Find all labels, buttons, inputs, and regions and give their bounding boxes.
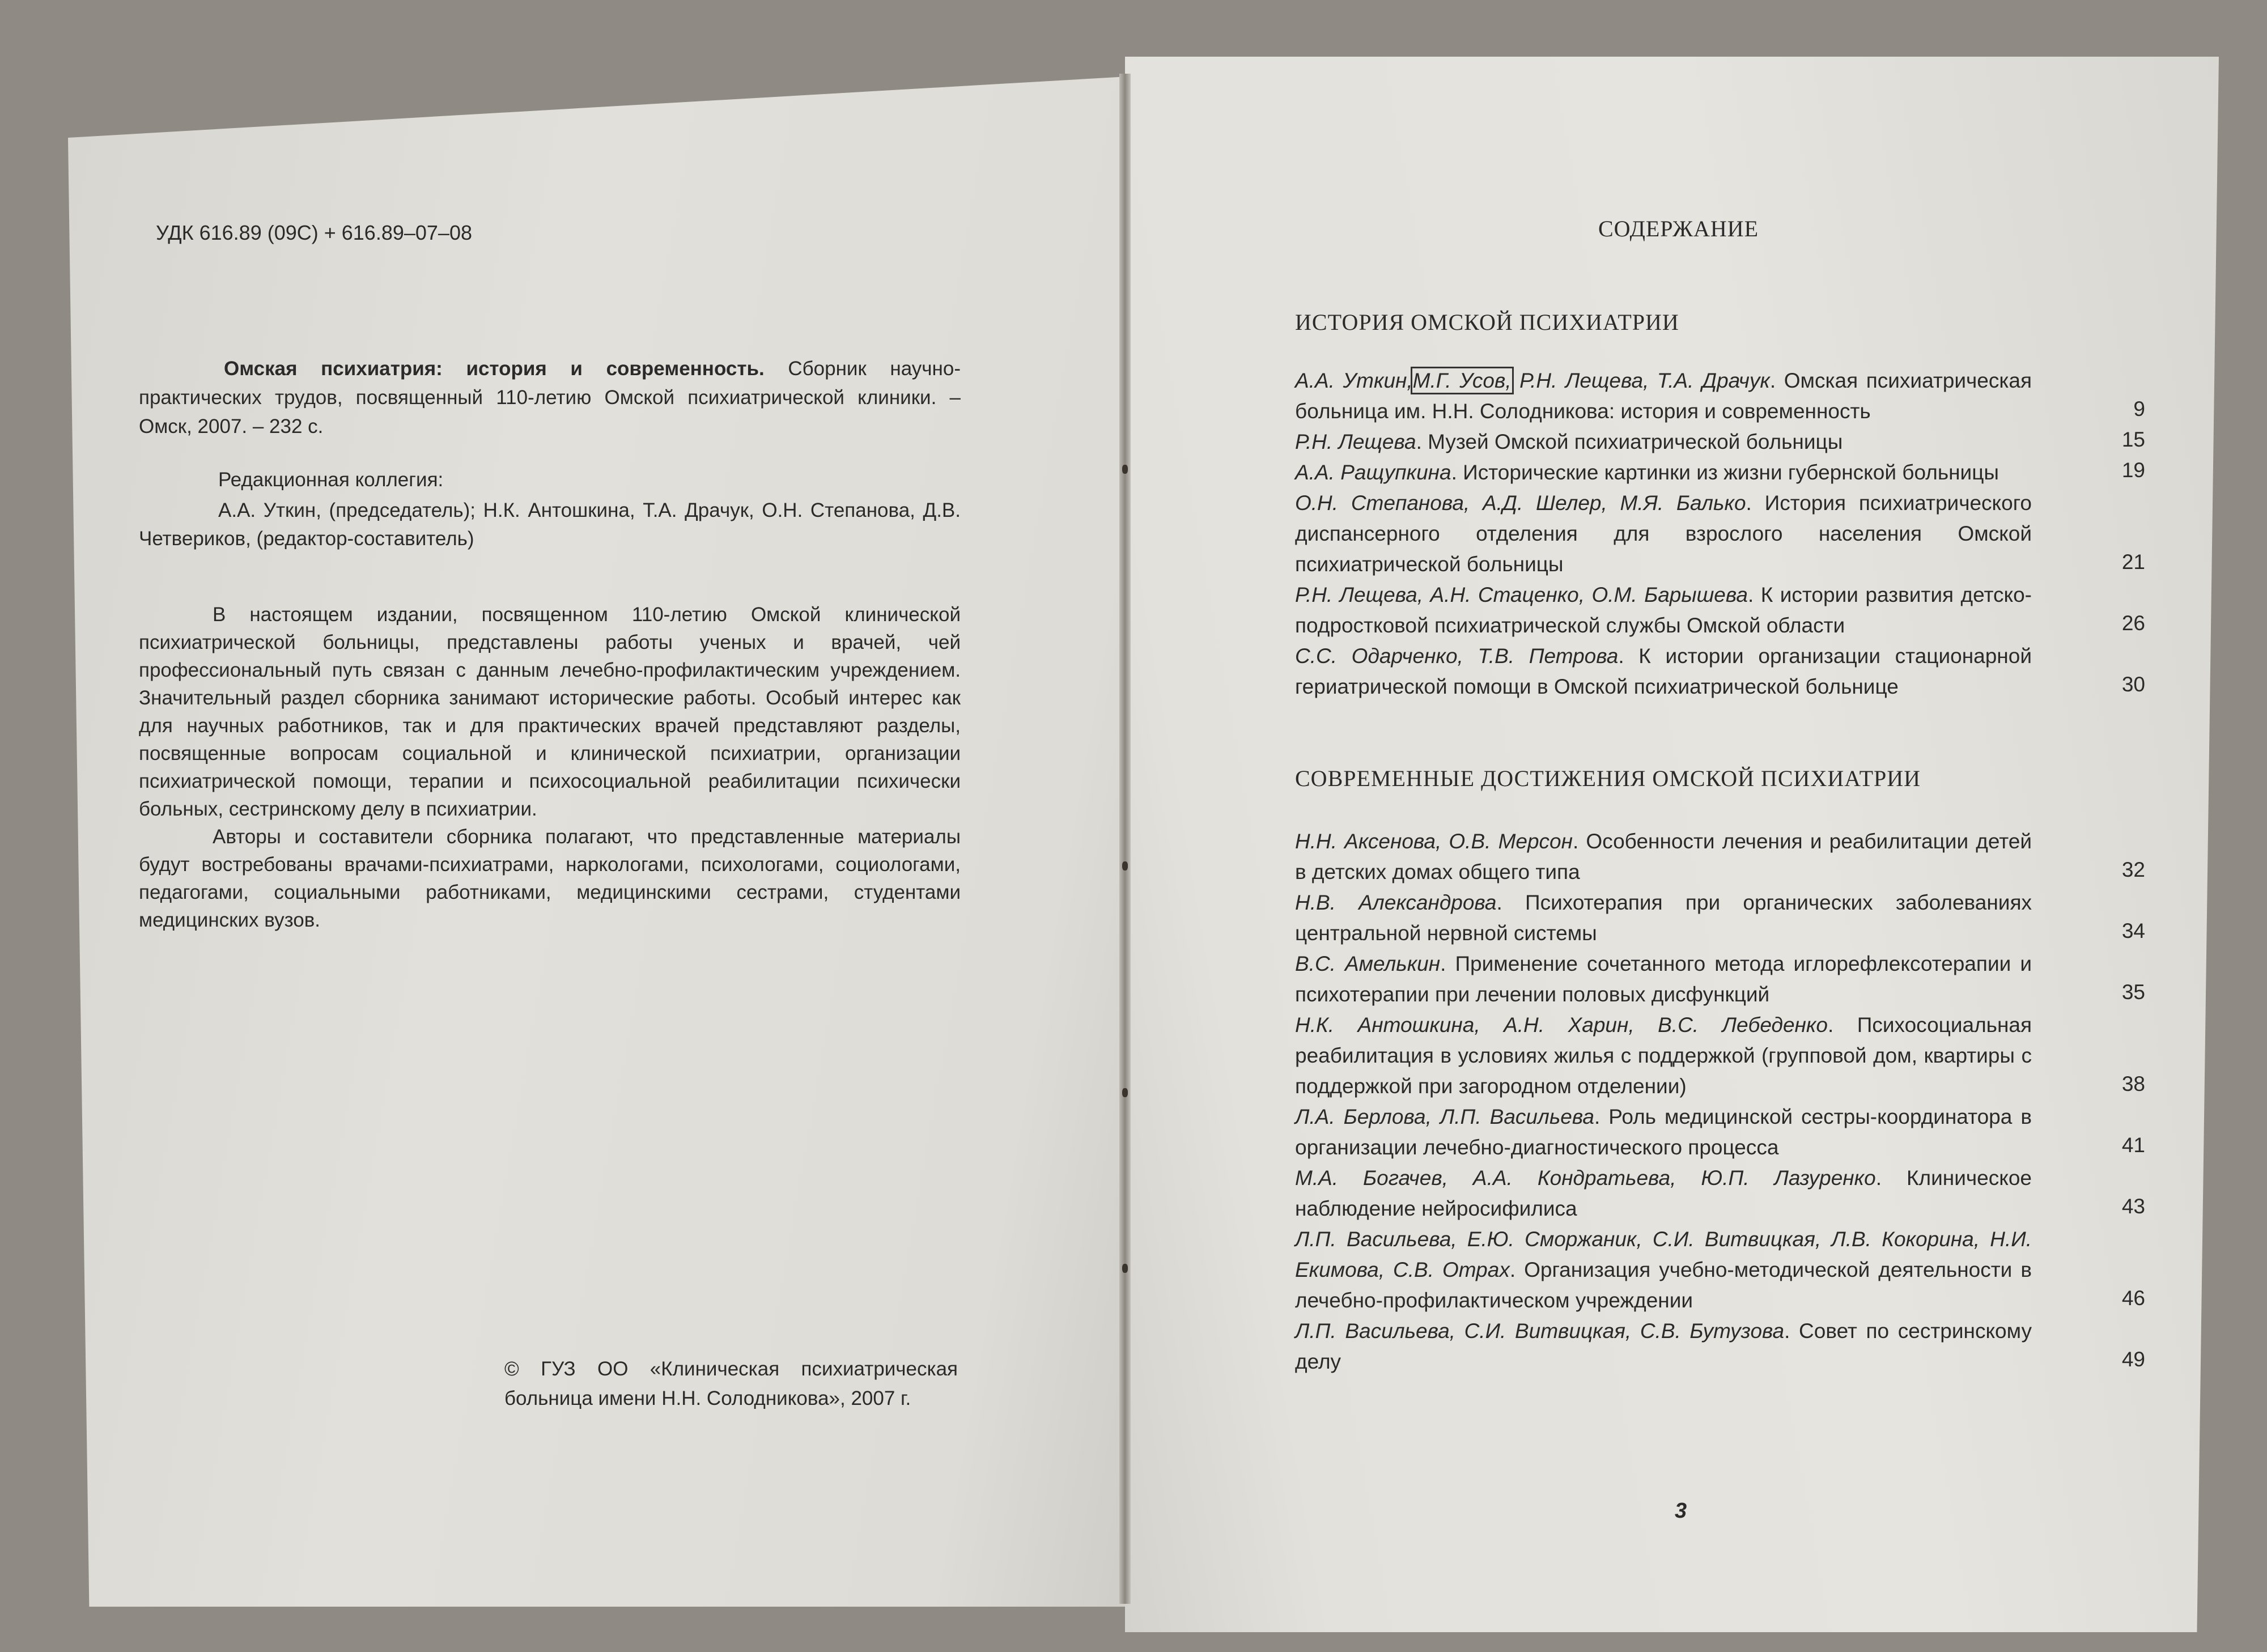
toc-entry-text — [1295, 427, 2032, 457]
toc-entry-text — [1295, 1163, 2032, 1224]
toc-entry-page: 38 — [2121, 1072, 2145, 1095]
toc-entry-text — [1295, 949, 2032, 1010]
abstract-paragraph: Авторы и составители сборника полагают, что представленные материалы будут востребованы врачами-психиатрами, наркологами, психологами, социологами, педагогами, социальными работниками, медицинскими сестрами, студентами медицинских вузов. — [139, 826, 961, 931]
toc-entry — [1295, 887, 2145, 949]
toc-entry-page: 46 — [2121, 1286, 2145, 1310]
toc-entry — [1295, 1102, 2145, 1163]
toc-entry — [1295, 366, 2145, 427]
copyright-notice: © ГУЗ ОО «Клиническая психиатрическая больница имени Н.Н. Солодникова», 2007 г. — [504, 1358, 958, 1409]
toc-entry-text — [1295, 1316, 2032, 1377]
toc-entry-text — [1295, 826, 2032, 887]
toc-entry-title: . Организация учебно-методической деятельности в лечебно-профилактическом учреждении — [1295, 1258, 2032, 1312]
toc-entry-authors: Л.П. Васильева, Е.Ю. Сморжаник, С.И. Витвицкая, Л.В. Кокорина, Н.И. Екимова, С.В. Отрах — [1295, 1228, 2032, 1281]
toc-entry-page: 49 — [2121, 1348, 2145, 1371]
toc-entry-text — [1295, 488, 2032, 580]
toc-entry-title: . Совет по сестринскому делу — [1295, 1319, 2032, 1373]
toc-entry-title: . Клиническое наблюдение нейросифилиса — [1295, 1166, 2032, 1220]
abstract — [139, 601, 961, 934]
toc-entry-authors: Н.К. Антошкина, А.Н. Харин, В.С. Лебеденко — [1295, 1013, 1828, 1037]
toc-entry — [1295, 826, 2145, 887]
toc-entry-page: 32 — [2121, 858, 2145, 881]
toc-entry-authors: А.А. Ращупкина — [1295, 461, 1451, 484]
page-number: 3 — [1675, 1499, 1687, 1523]
toc-entry-page: 9 — [2133, 397, 2145, 421]
toc-entry-page: 41 — [2121, 1133, 2145, 1157]
toc-entry-text — [1295, 887, 2032, 949]
toc-entry-authors: Л.П. Васильева, С.И. Витвицкая, С.В. Бутузова — [1295, 1319, 1785, 1343]
toc-entry-text — [1295, 457, 2032, 488]
toc-entry-authors: О.Н. Степанова, А.Д. Шелер, М.Я. Балько — [1295, 491, 1746, 515]
toc-entry-page: 34 — [2121, 919, 2145, 942]
toc-entry — [1295, 488, 2145, 580]
toc-entry-page: 30 — [2121, 673, 2145, 696]
toc-entry-title: . Психосоциальная реабилитация в условиях жилья с поддержкой (групповой дом, квартиры с поддержкой при загородном отделении) — [1295, 1013, 2032, 1098]
toc-entry-text — [1295, 366, 2032, 427]
toc-entry-title: . Роль медицинской сестры-координатора в организации лечебно-диагностического процесса — [1295, 1105, 2032, 1159]
toc-entry-title: . История психиатрического диспансерного отделения для взрослого населения Омской психиатрической больницы — [1295, 491, 2032, 576]
toc-entry-page: 43 — [2121, 1195, 2145, 1218]
toc-entry-authors-highlighted: М.Г. Усов, — [1412, 369, 1512, 392]
toc-entry — [1295, 949, 2145, 1010]
toc-entry-authors: Р.Н. Лещева, А.Н. Стаценко, О.М. Барышева — [1295, 583, 1748, 606]
udk-code: УДК 616.89 (09С) + 616.89–07–08 — [156, 221, 472, 244]
toc-entry — [1295, 1224, 2145, 1316]
toc-entry-authors: Л.А. Берлова, Л.П. Васильева — [1295, 1105, 1594, 1128]
book-title: Омская психиатрия: история и современность. — [224, 358, 765, 380]
toc-entry-authors: Н.Н. Аксенова, О.В. Мерсон — [1295, 830, 1573, 853]
toc-entry-title: . Психотерапия при органических заболеваниях центральной нервной системы — [1295, 891, 2032, 945]
book-description: Сборник научно-практических трудов, посвященный 110-летию Омской психиатрической клиники. – Омск, 2007. – 232 с. — [139, 358, 961, 438]
toc-entry-title: . Омская психиатрическая больница им. Н.Н. Солодникова: история и современность — [1295, 369, 2032, 423]
toc-entry-authors: С.С. Одарченко, Т.В. Петрова — [1295, 644, 1619, 668]
toc-entry — [1295, 641, 2145, 702]
toc-section-modern — [1295, 826, 2145, 1377]
toc-entry — [1295, 1316, 2145, 1377]
toc-entry — [1295, 457, 2145, 488]
toc-entry-page: 21 — [2121, 550, 2145, 574]
toc-entry-page: 19 — [2121, 458, 2145, 482]
toc-entry-title: . Исторические картинки из жизни губернской больницы — [1451, 461, 1999, 484]
toc-entry-text — [1295, 580, 2032, 641]
toc-entry-title: . Особенности лечения и реабилитации детей в детских домах общего типа — [1295, 830, 2032, 884]
binding-stitch — [1122, 1088, 1128, 1097]
editorial-board-label: Редакционная коллегия: — [218, 469, 444, 491]
toc-entry-title: . К истории организации стационарной гериатрической помощи в Омской психиатрической больнице — [1295, 644, 2032, 698]
abstract-paragraph: В настоящем издании, посвященном 110-летию Омской клинической психиатрической больницы, представлены работы ученых и врачей, чей профессиональный путь связан с данным лечебно-профилактическим учреждением. Значительный раздел сборника занимают исторические работы. Особый интерес как для научных работников, так и для практических врачей представляют разделы, посвященные вопросам социальной и клинической психиатрии, организации психиатрической помощи, терапии и психосоциальной реабилитации психически больных, сестринскому делу в психиатрии. — [139, 604, 961, 820]
toc-entry — [1295, 427, 2145, 457]
editorial-board-members: А.А. Уткин, (председатель); Н.К. Антошкина, Т.А. Драчук, О.Н. Степанова, Д.В. Четвериков, (редактор-составитель) — [139, 499, 961, 550]
toc-entry-page: 35 — [2121, 980, 2145, 1004]
toc-entry-authors: Н.В. Александрова — [1295, 891, 1497, 914]
toc-entry-authors: Р.Н. Лещева, Т.А. Драчук — [1511, 369, 1770, 392]
toc-entry — [1295, 580, 2145, 641]
toc-entry-title: . Музей Омской психиатрической больницы — [1416, 430, 1843, 453]
binding-stitch — [1122, 1264, 1128, 1273]
toc-section-history — [1295, 366, 2145, 702]
toc-entry — [1295, 1163, 2145, 1224]
toc-entry-authors: А.А. Уткин, — [1295, 369, 1413, 392]
toc-title: СОДЕРЖАНИЕ — [1598, 216, 1759, 241]
toc-entry-title: . Применение сочетанного метода иглорефлексотерапии и психотерапии при лечении половых дисфункций — [1295, 952, 2032, 1006]
section-heading: ИСТОРИЯ ОМСКОЙ ПСИХИАТРИИ — [1295, 309, 1679, 335]
book-spine — [1119, 74, 1131, 1604]
toc-entry-page: 26 — [2121, 611, 2145, 635]
binding-stitch — [1122, 861, 1128, 870]
section-heading: СОВРЕМЕННЫЕ ДОСТИЖЕНИЯ ОМСКОЙ ПСИХИАТРИИ — [1295, 766, 1921, 791]
toc-entry-authors: М.А. Богачев, А.А. Кондратьева, Ю.П. Лазуренко — [1295, 1166, 1876, 1190]
toc-entry-text — [1295, 1010, 2032, 1102]
toc-entry-page: 15 — [2121, 428, 2145, 451]
toc-entry — [1295, 1010, 2145, 1102]
toc-entry-title: . К истории развития детско-подростковой психиатрической службы Омской области — [1295, 583, 2032, 637]
binding-stitch — [1122, 465, 1128, 474]
toc-entry-authors: Р.Н. Лещева — [1295, 430, 1416, 453]
toc-entry-authors: В.С. Амелькин — [1295, 952, 1441, 975]
toc-entry-text — [1295, 1224, 2032, 1316]
toc-entry-text — [1295, 641, 2032, 702]
toc-entry-text — [1295, 1102, 2032, 1163]
bibliographic-record — [139, 354, 961, 441]
